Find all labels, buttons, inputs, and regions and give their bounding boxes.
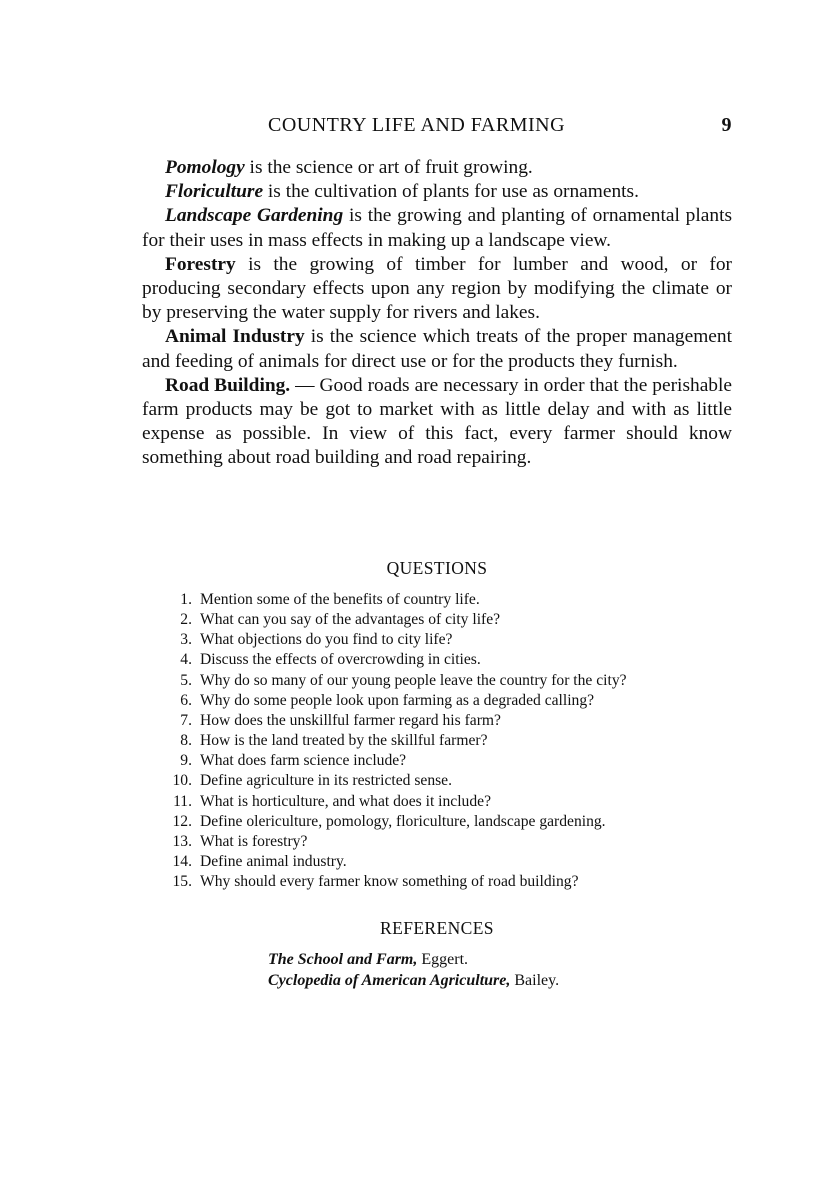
list-item <box>162 610 742 630</box>
definition-pomology: is the science or art of fruit growing. <box>244 157 533 178</box>
question-number: 15. <box>172 873 192 891</box>
list-item <box>162 590 742 610</box>
definition-floriculture: is the cultivation of plants for use as ornaments. <box>263 181 639 203</box>
question-text: What does farm science include? <box>200 752 407 770</box>
list-item <box>162 671 742 691</box>
question-text: Why do so many of our young people leave the country for the city? <box>200 671 627 689</box>
question-text: Define olericulture, pomology, floriculture, landscape gardening. <box>200 812 606 830</box>
paragraph-pomology <box>142 156 732 180</box>
list-item <box>162 771 742 791</box>
references-list <box>268 950 688 991</box>
question-text: What is horticulture, and what does it include? <box>200 792 491 810</box>
term-forestry: Forestry <box>165 253 236 275</box>
list-item <box>162 872 742 892</box>
question-number: 9. <box>180 752 192 770</box>
question-text: What can you say of the advantages of city life? <box>200 611 501 629</box>
list-item <box>162 751 742 771</box>
question-text: How does the unskillful farmer regard his farm? <box>200 711 501 729</box>
definition-landscape-gardening: is the growing and planting of ornamental plants for their uses in mass effects in making up a landscape view. <box>142 205 732 251</box>
definition-animal-industry: is the science which treats of the proper management and feeding of animals for direct use or for the products they furnish. <box>142 326 732 372</box>
body-text <box>142 156 732 471</box>
question-text: Define animal industry. <box>200 853 347 871</box>
list-item <box>162 650 742 670</box>
definition-road-building: — Good roads are necessary in order that the perishable farm products may be got to market with as little delay and with as little expense as possible. In view of this fact, every farmer should know something about road building and road repairing. <box>142 374 732 469</box>
reference-title: Cyclopedia of American Agriculture, <box>268 971 511 989</box>
question-number: 2. <box>180 611 192 629</box>
question-number: 7. <box>180 711 192 729</box>
reference-author: Bailey. <box>510 971 560 989</box>
reference-item <box>268 950 688 971</box>
question-text: What is forestry? <box>200 832 308 850</box>
list-item <box>162 711 742 731</box>
paragraph-road-building <box>142 374 732 471</box>
list-item <box>162 832 742 852</box>
questions-heading: QUESTIONS <box>386 558 488 578</box>
term-landscape-gardening: Landscape Gardening <box>165 205 344 227</box>
definition-forestry: is the growing of timber for lumber and wood, or for producing secondary effects upon any region by modifying the climate or by preserving the water supply for rivers and lakes. <box>142 253 732 324</box>
question-number: 14. <box>172 853 192 871</box>
term-road-building: Road Building. <box>165 374 291 396</box>
paragraph-animal-industry <box>142 325 732 373</box>
running-head-title: COUNTRY LIFE AND FARMING <box>268 114 566 136</box>
list-item <box>162 691 742 711</box>
question-number: 5. <box>180 671 192 689</box>
question-text: Why should every farmer know something of road building? <box>200 873 579 891</box>
paragraph-floriculture <box>142 180 732 204</box>
term-pomology: Pomology <box>165 157 245 178</box>
page-number: 9 <box>721 114 732 136</box>
question-number: 6. <box>180 691 192 709</box>
question-number: 10. <box>172 772 192 790</box>
list-item <box>162 792 742 812</box>
questions-list <box>162 590 742 892</box>
list-item <box>162 852 742 872</box>
question-number: 11. <box>173 792 192 810</box>
question-text: How is the land treated by the skillful farmer? <box>200 732 488 750</box>
question-text: Why do some people look upon farming as a degraded calling? <box>200 691 595 709</box>
question-text: What objections do you find to city life? <box>200 631 453 649</box>
question-text: Mention some of the benefits of country life. <box>200 591 480 608</box>
question-number: 3. <box>180 631 192 649</box>
question-text: Discuss the effects of overcrowding in cities. <box>200 651 481 669</box>
paragraph-forestry <box>142 253 732 326</box>
question-number: 8. <box>180 732 192 750</box>
term-animal-industry: Animal Industry <box>165 326 305 348</box>
reference-author: Eggert. <box>417 951 469 968</box>
question-text: Define agriculture in its restricted sense. <box>200 772 453 790</box>
question-number: 4. <box>180 651 192 669</box>
term-floriculture: Floriculture <box>165 181 264 203</box>
reference-title: The School and Farm, <box>268 951 418 968</box>
paragraph-landscape-gardening <box>142 204 732 252</box>
question-number: 13. <box>172 832 192 850</box>
reference-item <box>268 971 688 992</box>
question-number: 12. <box>172 812 192 830</box>
question-number: 1. <box>180 591 192 608</box>
list-item <box>162 812 742 832</box>
list-item <box>162 630 742 650</box>
references-heading: REFERENCES <box>380 918 494 938</box>
list-item <box>162 731 742 751</box>
